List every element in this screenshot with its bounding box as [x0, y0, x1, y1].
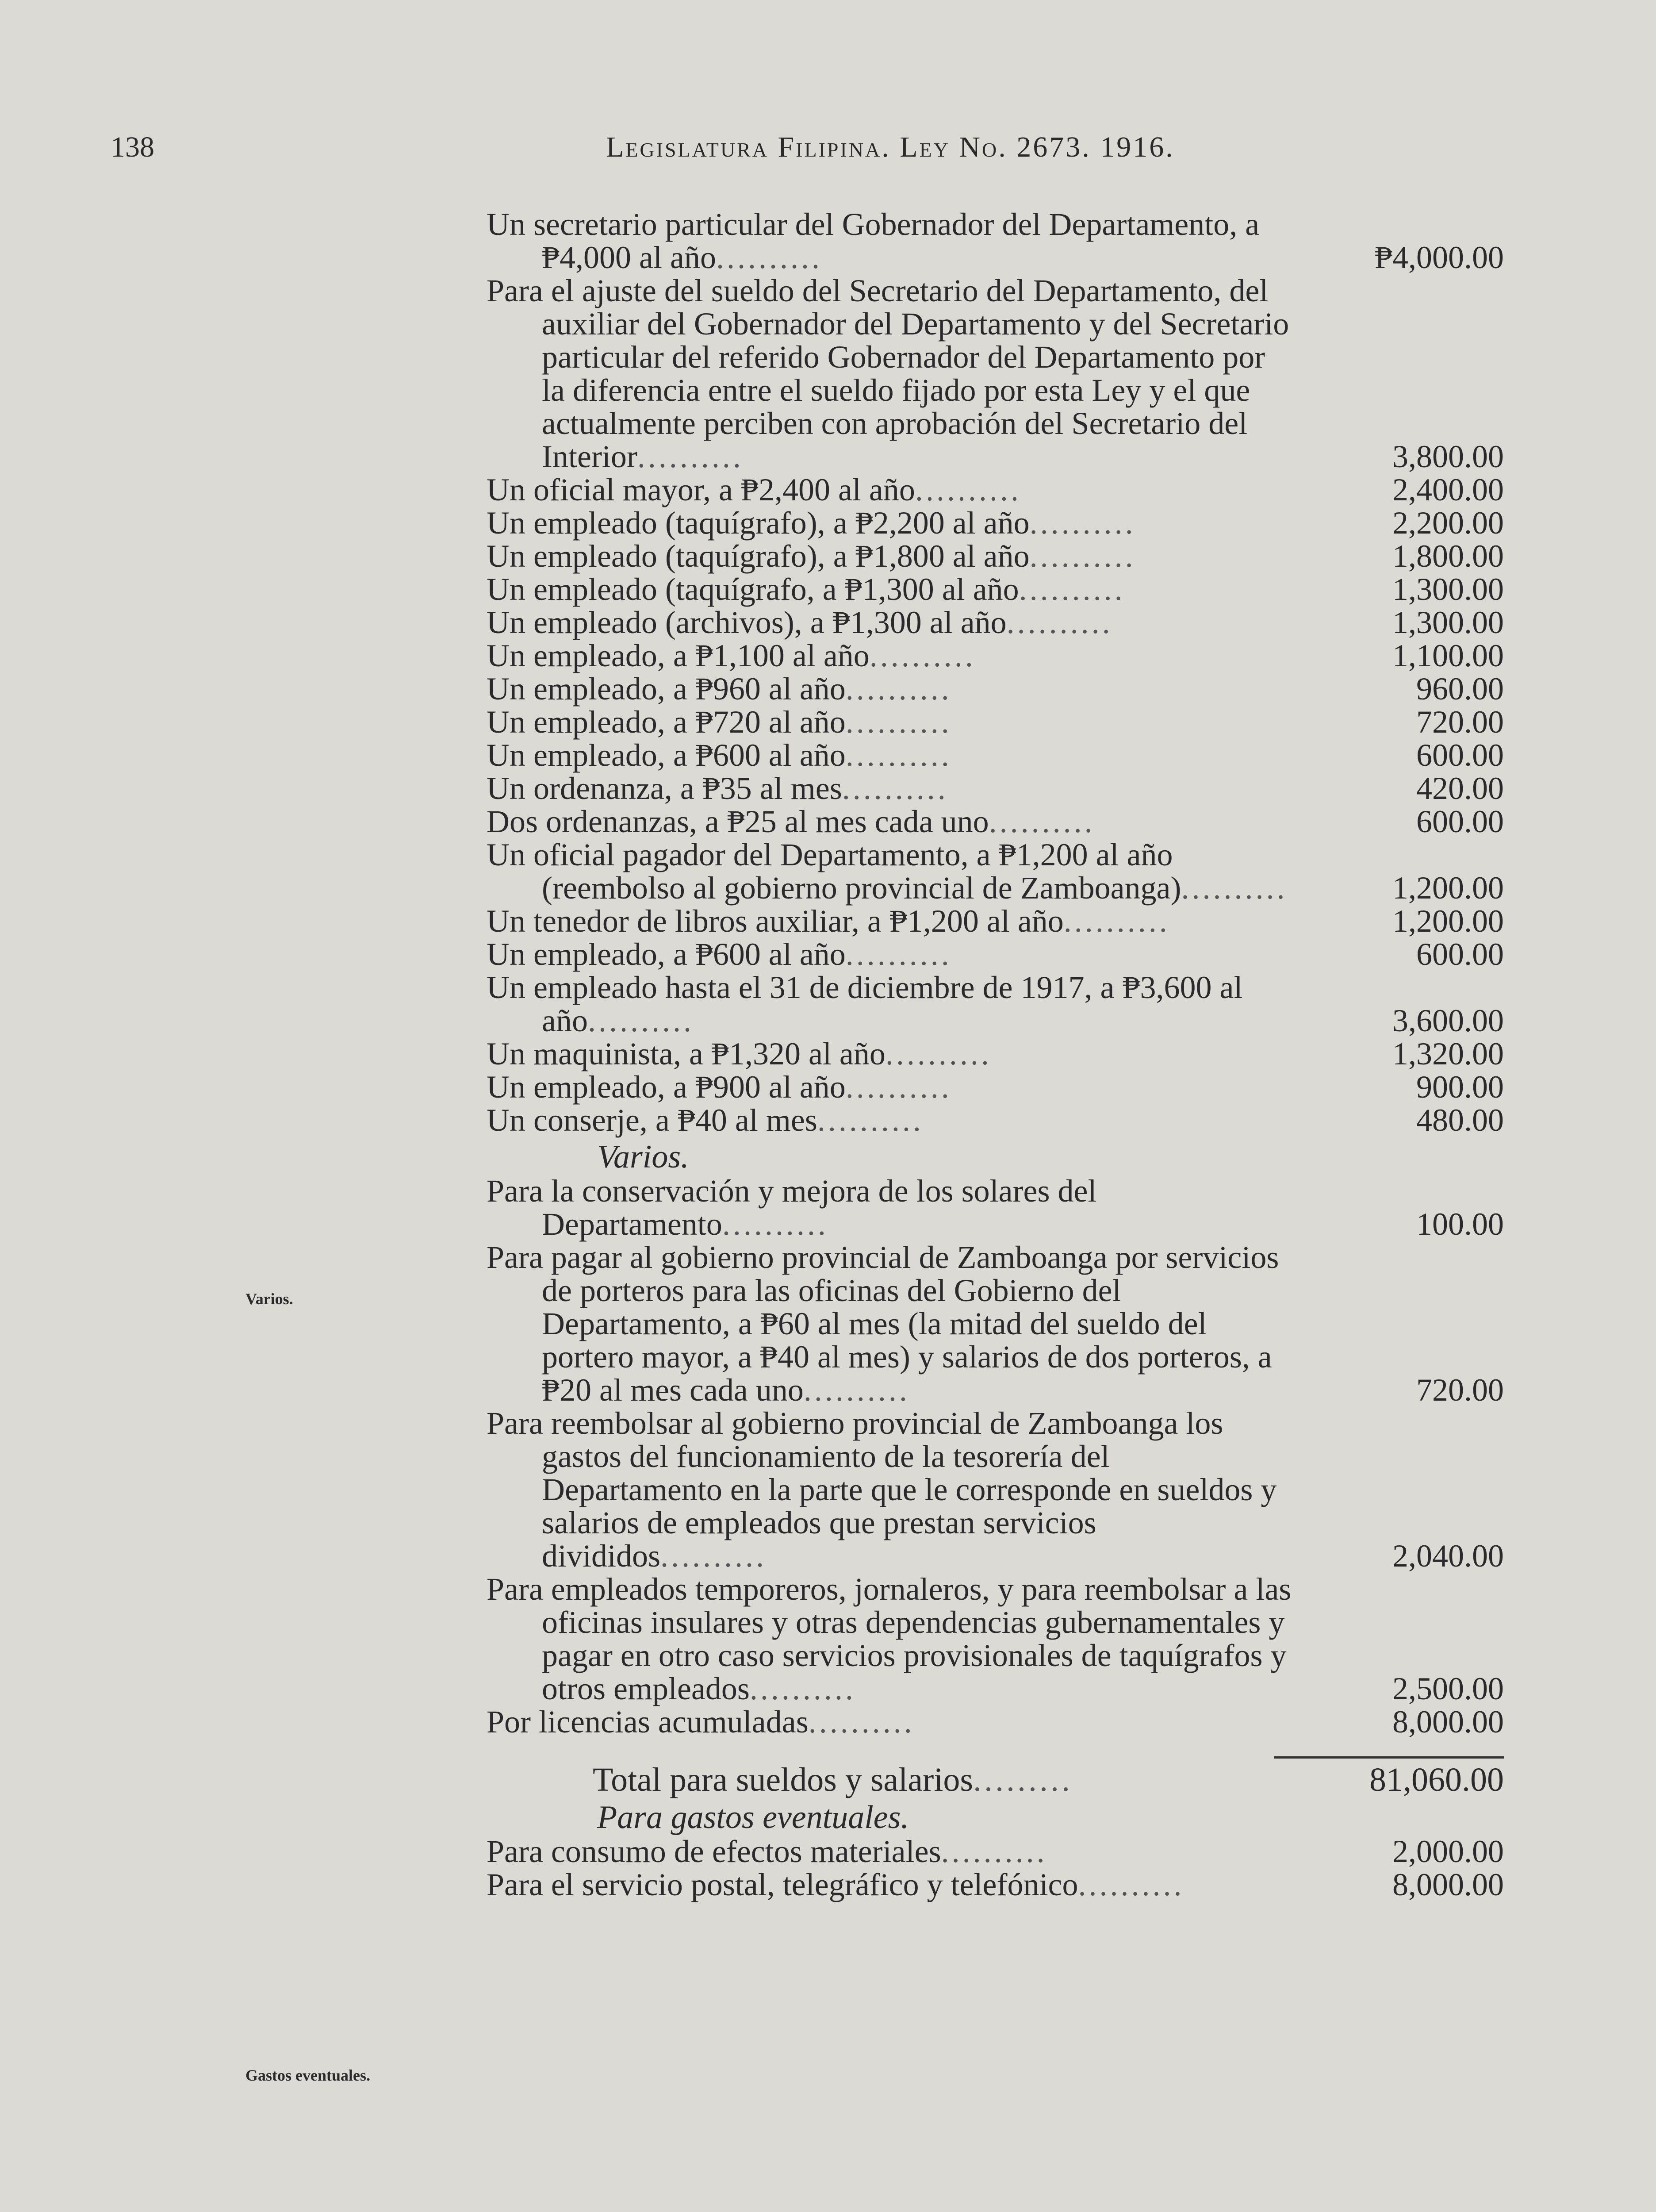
item-amount: 420.00: [1416, 771, 1504, 806]
item-amount: 480.00: [1416, 1102, 1504, 1138]
item-description: Un empleado, a ₱1,100 al año: [487, 638, 870, 673]
salary-row: Un ordenanza, a ₱35 al mes.......... 420.00: [487, 771, 1504, 806]
varios-row: Por licencias acumuladas.......... 8,000.00: [487, 1704, 1504, 1740]
item-amount: 960.00: [1416, 671, 1504, 707]
item-description: Un empleado, a ₱600 al año: [487, 937, 846, 972]
section-heading-varios: Varios.: [597, 1139, 689, 1175]
salary-row: Un empleado (archivos), a ₱1,300 al año.......... 1,300.00: [487, 605, 1504, 640]
total-rule: [1274, 1756, 1504, 1759]
item-amount: 1,320.00: [1392, 1036, 1504, 1071]
section-heading-gastos: Para gastos eventuales.: [597, 1799, 909, 1836]
item-description: Un oficial mayor, a ₱2,400 al año: [487, 472, 915, 507]
item-description: Un maquinista, a ₱1,320 al año: [487, 1036, 886, 1071]
varios-row: Para reembolsar al gobierno provincial de Zamboanga los gastos del funcionamiento de la tesorería del Departamento en la parte que le corresponde en sueldos y salarios de empleados que prestan servicios divididos.......... 2,040.00: [487, 1406, 1504, 1574]
item-amount: 1,200.00: [1392, 870, 1504, 906]
salary-row: Un empleado (taquígrafo, a ₱1,300 al año.......... 1,300.00: [487, 572, 1504, 607]
varios-row: Para pagar al gobierno provincial de Zamboanga por servicios de porteros para las oficinas del Gobierno del Departamento, a ₱60 al mes (la mitad del sueldo del portero mayor, a ₱40 al mes) y salarios de dos porteros, a ₱20 al mes cada uno.......... 720.00: [487, 1240, 1504, 1408]
varios-row: Para empleados temporeros, jornaleros, y para reembolsar a las oficinas insulares y otras dependencias gubernamentales y pagar en otro caso servicios provisionales de taquígrafos y otros empleados.......... 2,500.00: [487, 1571, 1504, 1706]
salary-row: Un maquinista, a ₱1,320 al año.......... 1,320.00: [487, 1036, 1504, 1071]
item-amount: 8,000.00: [1392, 1704, 1504, 1740]
item-amount: 1,800.00: [1392, 538, 1504, 574]
item-description: Un empleado (taquígrafo, a ₱1,300 al año: [487, 572, 1019, 607]
page-header: [111, 131, 1482, 170]
total-row: Total para sueldos y salarios......... 81,060.00: [593, 1761, 1504, 1798]
item-description: Un secretario particular del Gobernador del Departamento, a ₱4,000 al año: [487, 207, 1260, 275]
item-description: Un empleado, a ₱900 al año: [487, 1069, 846, 1105]
salary-row: Un secretario particular del Gobernador del Departamento, a ₱4,000 al año.......... ₱4,000.00: [487, 207, 1504, 275]
item-amount: 720.00: [1416, 1372, 1504, 1408]
item-description: Un empleado, a ₱600 al año: [487, 737, 846, 773]
item-amount: 2,200.00: [1392, 505, 1504, 541]
salary-row: Un empleado, a ₱900 al año.......... 900.00: [487, 1069, 1504, 1105]
salary-row: Un empleado, a ₱720 al año.......... 720.00: [487, 704, 1504, 740]
item-amount: 1,200.00: [1392, 903, 1504, 939]
item-amount: 2,500.00: [1392, 1671, 1504, 1706]
gastos-row: Para el servicio postal, telegráfico y telefónico.......... 8,000.00: [487, 1867, 1504, 1902]
item-description: Para consumo de efectos materiales: [487, 1834, 941, 1869]
item-amount: 1,300.00: [1392, 605, 1504, 640]
item-description: Para pagar al gobierno provincial de Zamboanga por servicios de porteros para las oficinas del Gobierno del Departamento, a ₱60 al mes (la mitad del sueldo del portero mayor, a ₱40 al mes) y salarios de dos porteros, a ₱20 al mes cada uno: [487, 1240, 1279, 1408]
item-amount: 900.00: [1416, 1069, 1504, 1105]
item-description: Un conserje, a ₱40 al mes: [487, 1102, 817, 1138]
total-amount: 81,060.00: [1369, 1761, 1504, 1798]
salary-row: Un conserje, a ₱40 al mes.......... 480.00: [487, 1102, 1504, 1138]
salary-row: Un empleado (taquígrafo), a ₱2,200 al año.......... 2,200.00: [487, 505, 1504, 541]
item-description: Para el servicio postal, telegráfico y telefónico: [487, 1867, 1078, 1902]
total-label: Total para sueldos y salarios: [593, 1761, 974, 1798]
item-amount: 8,000.00: [1392, 1867, 1504, 1902]
item-amount: 1,300.00: [1392, 572, 1504, 607]
item-amount: 3,800.00: [1392, 439, 1504, 474]
item-description: Para el ajuste del sueldo del Secretario del Departamento, del auxiliar del Gobernador del Departamento y del Secretario particular del referido Gobernador del Departamento por la diferencia entre el sueldo fijado por esta Ley y el que actualmente perciben con aprobación del Secretario del Interior: [487, 273, 1289, 474]
item-amount: 2,040.00: [1392, 1538, 1504, 1574]
salary-row: Un empleado, a ₱600 al año.......... 600.00: [487, 937, 1504, 972]
margin-note-varios: Varios.: [245, 1290, 293, 1308]
salary-row: Un oficial mayor, a ₱2,400 al año.......... 2,400.00: [487, 472, 1504, 507]
item-description: Para la conservación y mejora de los solares del Departamento: [487, 1173, 1097, 1242]
salary-row: Un empleado hasta el 31 de diciembre de 1917, a ₱3,600 al año.......... 3,600.00: [487, 970, 1504, 1038]
item-amount: 3,600.00: [1392, 1003, 1504, 1038]
item-amount: 600.00: [1416, 937, 1504, 972]
item-description: Un tenedor de libros auxiliar, a ₱1,200 al año: [487, 903, 1064, 939]
item-description: Un oficial pagador del Departamento, a ₱1,200 al año (reembolso al gobierno provincial de Zamboanga): [487, 837, 1181, 906]
salary-row: Un empleado, a ₱960 al año.......... 960.00: [487, 671, 1504, 707]
item-description: Un empleado (taquígrafo), a ₱1,800 al año: [487, 538, 1030, 574]
item-description: Un empleado (archivos), a ₱1,300 al año: [487, 605, 1007, 640]
appropriation-list: [487, 208, 1504, 1901]
item-amount: 2,000.00: [1392, 1834, 1504, 1869]
salary-row: Un oficial pagador del Departamento, a ₱1,200 al año (reembolso al gobierno provincial de Zamboanga).......... 1,200.00: [487, 837, 1504, 906]
item-description: Un empleado, a ₱960 al año: [487, 671, 846, 707]
item-amount: 1,100.00: [1392, 638, 1504, 673]
page-number: 138: [111, 131, 154, 163]
item-description: Para reembolsar al gobierno provincial de Zamboanga los gastos del funcionamiento de la tesorería del Departamento en la parte que le corresponde en sueldos y salarios de empleados que prestan servicios divididos: [487, 1406, 1277, 1574]
item-amount: 600.00: [1416, 737, 1504, 773]
salary-row: Un empleado, a ₱1,100 al año.......... 1,100.00: [487, 638, 1504, 673]
margin-note-gastos: Gastos eventuales.: [245, 2066, 370, 2084]
item-amount: 600.00: [1416, 804, 1504, 839]
item-description: Dos ordenanzas, a ₱25 al mes cada uno: [487, 804, 989, 839]
salary-row: Dos ordenanzas, a ₱25 al mes cada uno.......... 600.00: [487, 804, 1504, 839]
item-description: Por licencias acumuladas: [487, 1704, 809, 1740]
item-description: Para empleados temporeros, jornaleros, y para reembolsar a las oficinas insulares y otras dependencias gubernamentales y pagar en otro caso servicios provisionales de taquígrafos y otros empleados: [487, 1571, 1292, 1706]
item-description: Un empleado, a ₱720 al año: [487, 704, 846, 740]
item-amount: ₱4,000.00: [1374, 240, 1504, 275]
item-amount: 720.00: [1416, 704, 1504, 740]
salary-row: Un empleado, a ₱600 al año.......... 600.00: [487, 737, 1504, 773]
item-description: Un ordenanza, a ₱35 al mes: [487, 771, 842, 806]
varios-row: Para la conservación y mejora de los solares del Departamento.......... 100.00: [487, 1173, 1504, 1242]
item-description: Un empleado (taquígrafo), a ₱2,200 al año: [487, 505, 1030, 541]
salary-row: Un tenedor de libros auxiliar, a ₱1,200 al año.......... 1,200.00: [487, 903, 1504, 939]
salary-row: Un empleado (taquígrafo), a ₱1,800 al año.......... 1,800.00: [487, 538, 1504, 574]
salary-row: Para el ajuste del sueldo del Secretario del Departamento, del auxiliar del Gobernador del Departamento y del Secretario particular del referido Gobernador del Departamento por la diferencia entre el sueldo fijado por esta Ley y el que actualmente perciben con aprobación del Secretario del Interior.......... 3,800.00: [487, 273, 1504, 474]
gastos-row: Para consumo de efectos materiales.......... 2,000.00: [487, 1834, 1504, 1869]
running-title: Legislatura Filipina. Ley No. 2673. 1916.: [606, 131, 1175, 163]
item-description: Un empleado hasta el 31 de diciembre de 1917, a ₱3,600 al año: [487, 970, 1243, 1038]
item-amount: 2,400.00: [1392, 472, 1504, 507]
item-amount: 100.00: [1416, 1206, 1504, 1242]
